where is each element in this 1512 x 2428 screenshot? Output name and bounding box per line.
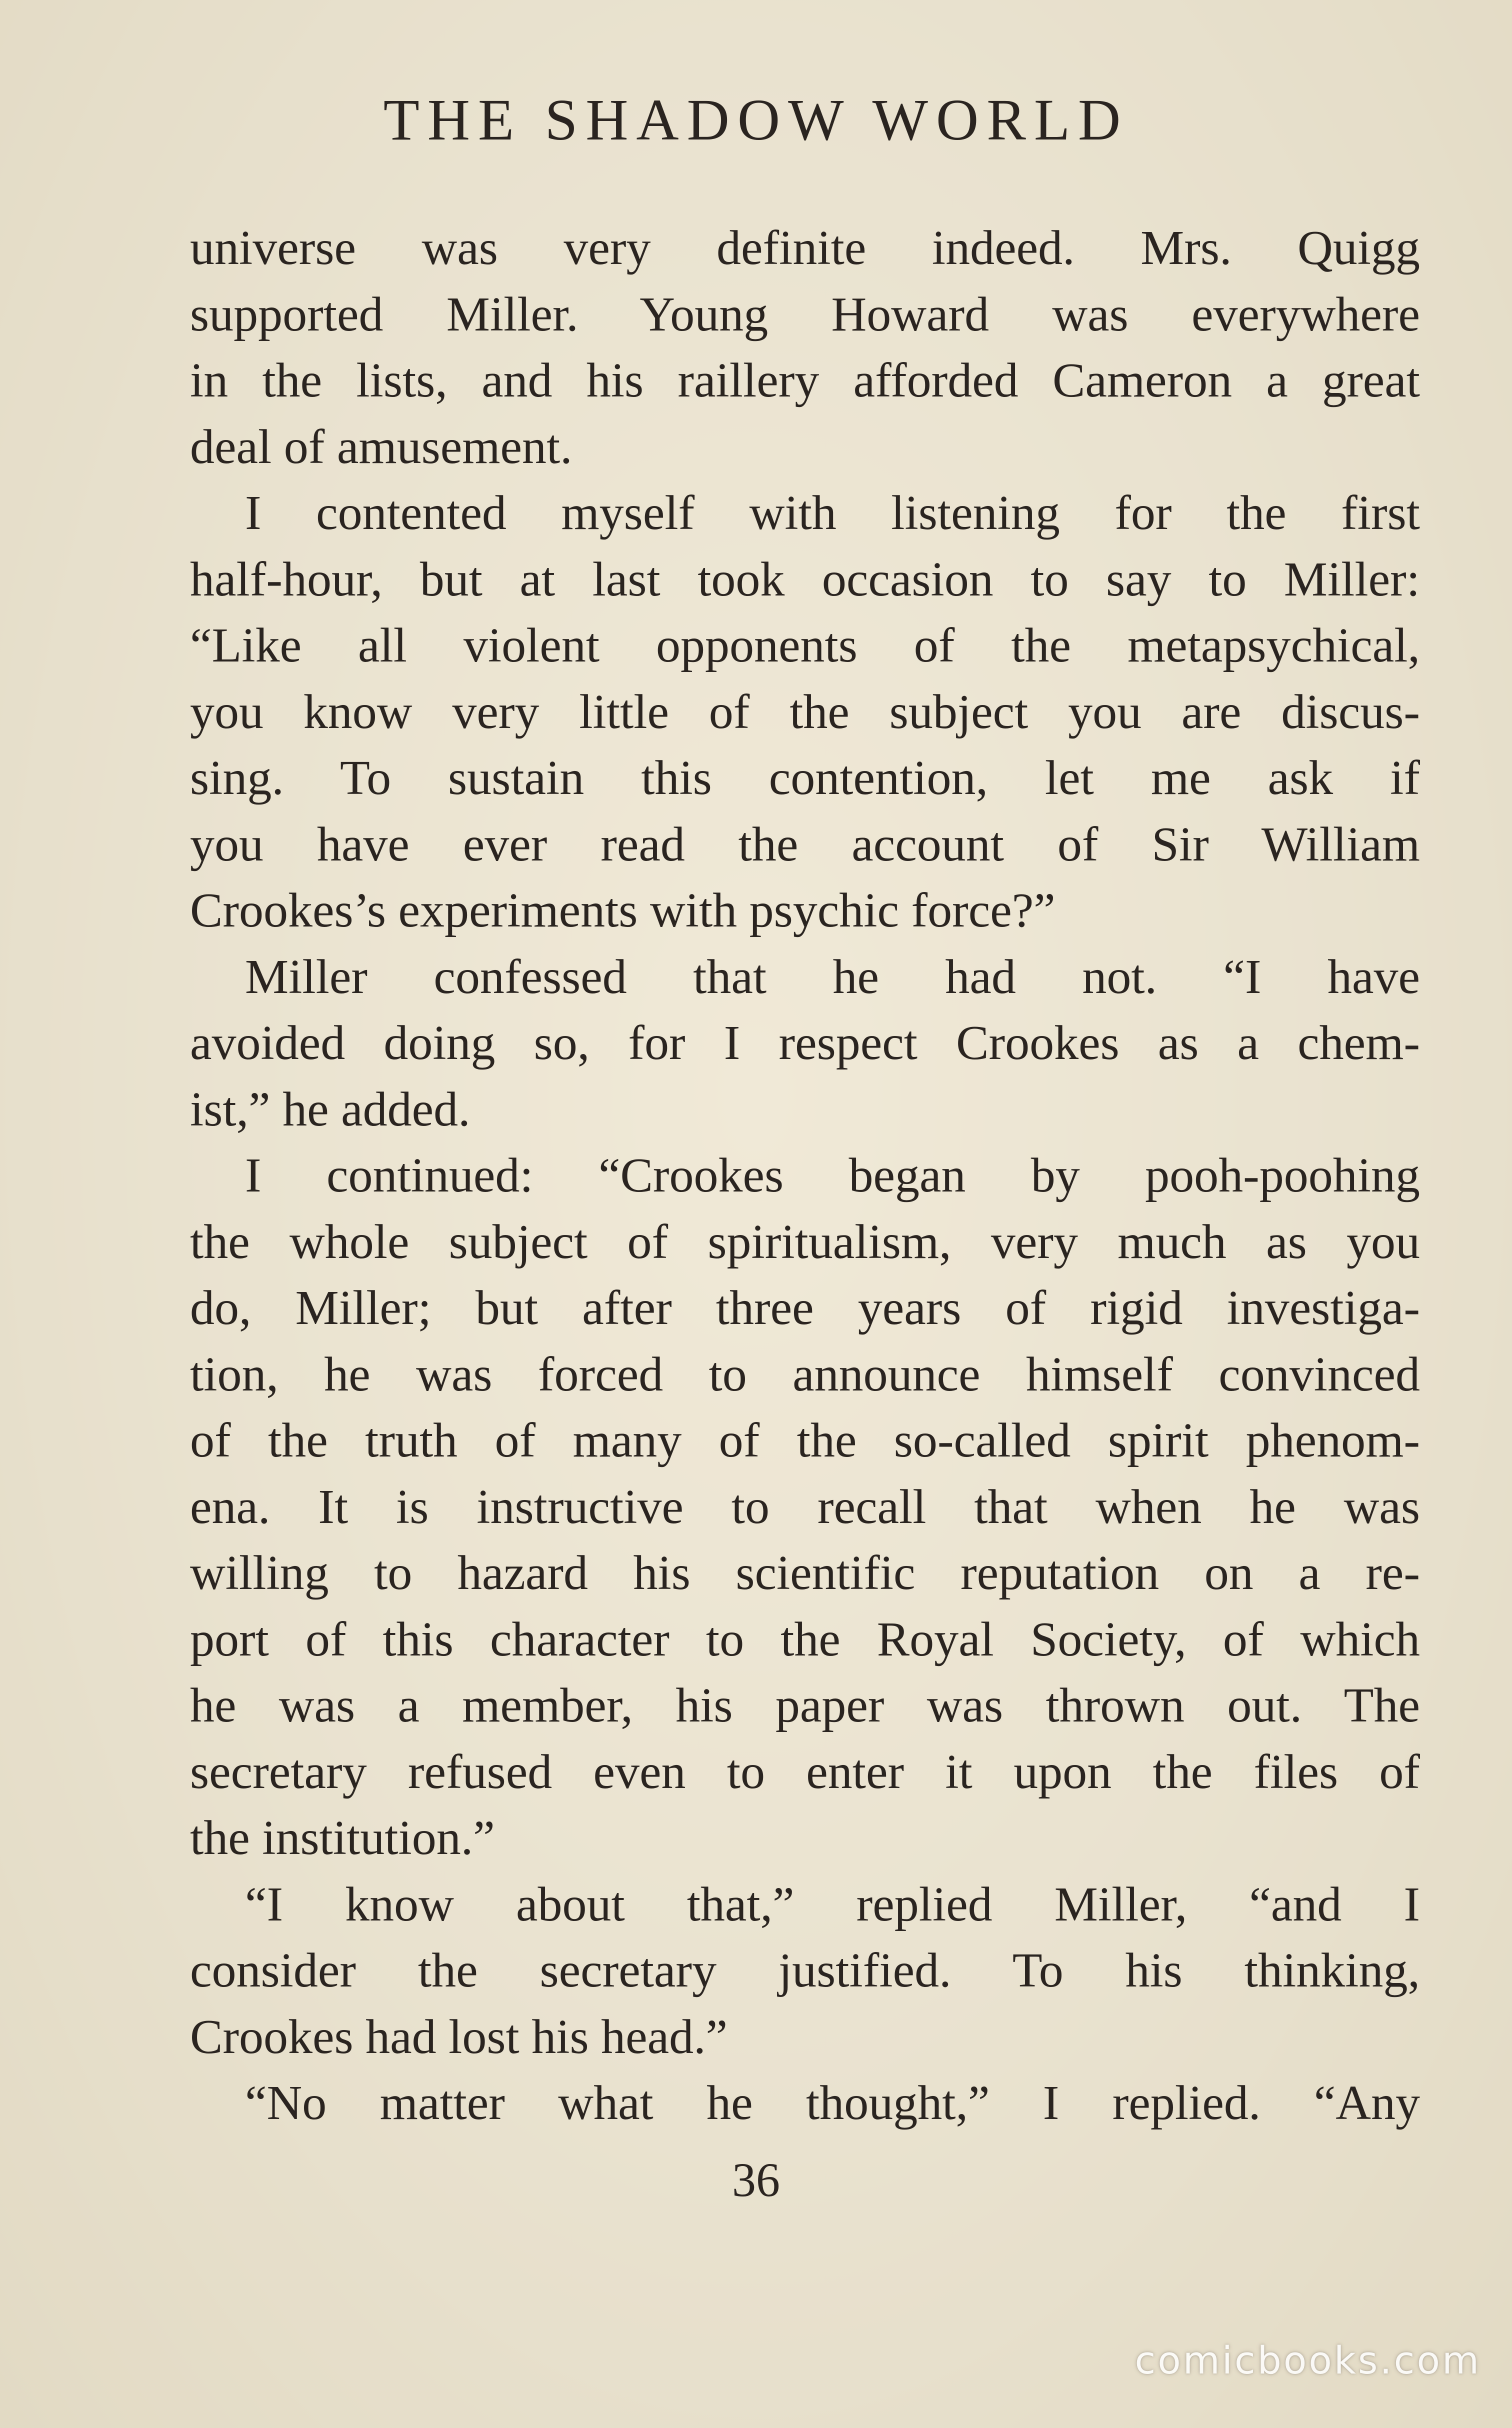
text-line: do, Miller; but after three years of rigid investiga- <box>190 1281 1420 1335</box>
text-line: you have ever read the account of Sir William <box>190 817 1420 872</box>
text-line: willing to hazard his scientific reputation on a re- <box>190 1546 1420 1600</box>
text-line: the institution.” <box>190 1811 495 1865</box>
running-head: THE SHADOW WORLD <box>383 87 1129 152</box>
text-line: of the truth of many of the so-called spirit phenom- <box>190 1414 1420 1468</box>
text-line: tion, he was forced to announce himself convinced <box>190 1347 1420 1402</box>
text-line: ist,” he added. <box>190 1082 470 1136</box>
text-line: universe was very definite indeed. Mrs. Quigg <box>190 221 1420 275</box>
text-line: you know very little of the subject you are discus- <box>190 684 1420 739</box>
text-line: “No matter what he thought,” I replied. “Any <box>245 2076 1420 2130</box>
text-line: “Like all violent opponents of the metapsychical, <box>190 618 1420 672</box>
body-text <box>190 215 1420 2136</box>
text-line: Crookes’s experiments with psychic force?” <box>190 884 1056 938</box>
text-line: ena. It is instructive to recall that when he was <box>190 1480 1420 1534</box>
text-line: half-hour, but at last took occasion to say to Miller: <box>190 552 1420 606</box>
text-line: I continued: “Crookes began by pooh-poohing <box>245 1148 1420 1202</box>
text-line: port of this character to the Royal Society, of which <box>190 1612 1420 1666</box>
watermark: comicbooks.com <box>1134 2338 1481 2382</box>
text-line: avoided doing so, for I respect Crookes as a chem- <box>190 1016 1420 1070</box>
text-line: Crookes had lost his head.” <box>190 2010 728 2064</box>
text-line: secretary refused even to enter it upon the files of <box>190 1744 1420 1799</box>
text-line: “I know about that,” replied Miller, “and I <box>245 1877 1420 1932</box>
text-line: in the lists, and his raillery afforded Cameron a great <box>190 354 1420 408</box>
text-line: Miller confessed that he had not. “I have <box>245 950 1420 1004</box>
text-line: he was a member, his paper was thrown out. The <box>190 1678 1420 1732</box>
text-line: I contented myself with listening for the first <box>245 486 1420 540</box>
text-line: deal of amusement. <box>190 420 572 474</box>
text-line: consider the secretary justified. To his thinking, <box>190 1944 1420 1998</box>
text-line: the whole subject of spiritualism, very much as you <box>190 1214 1420 1269</box>
page-number: 36 <box>732 2153 780 2206</box>
text-line: sing. To sustain this contention, let me ask if <box>190 751 1420 805</box>
text-line: supported Miller. Young Howard was everywhere <box>190 287 1420 342</box>
